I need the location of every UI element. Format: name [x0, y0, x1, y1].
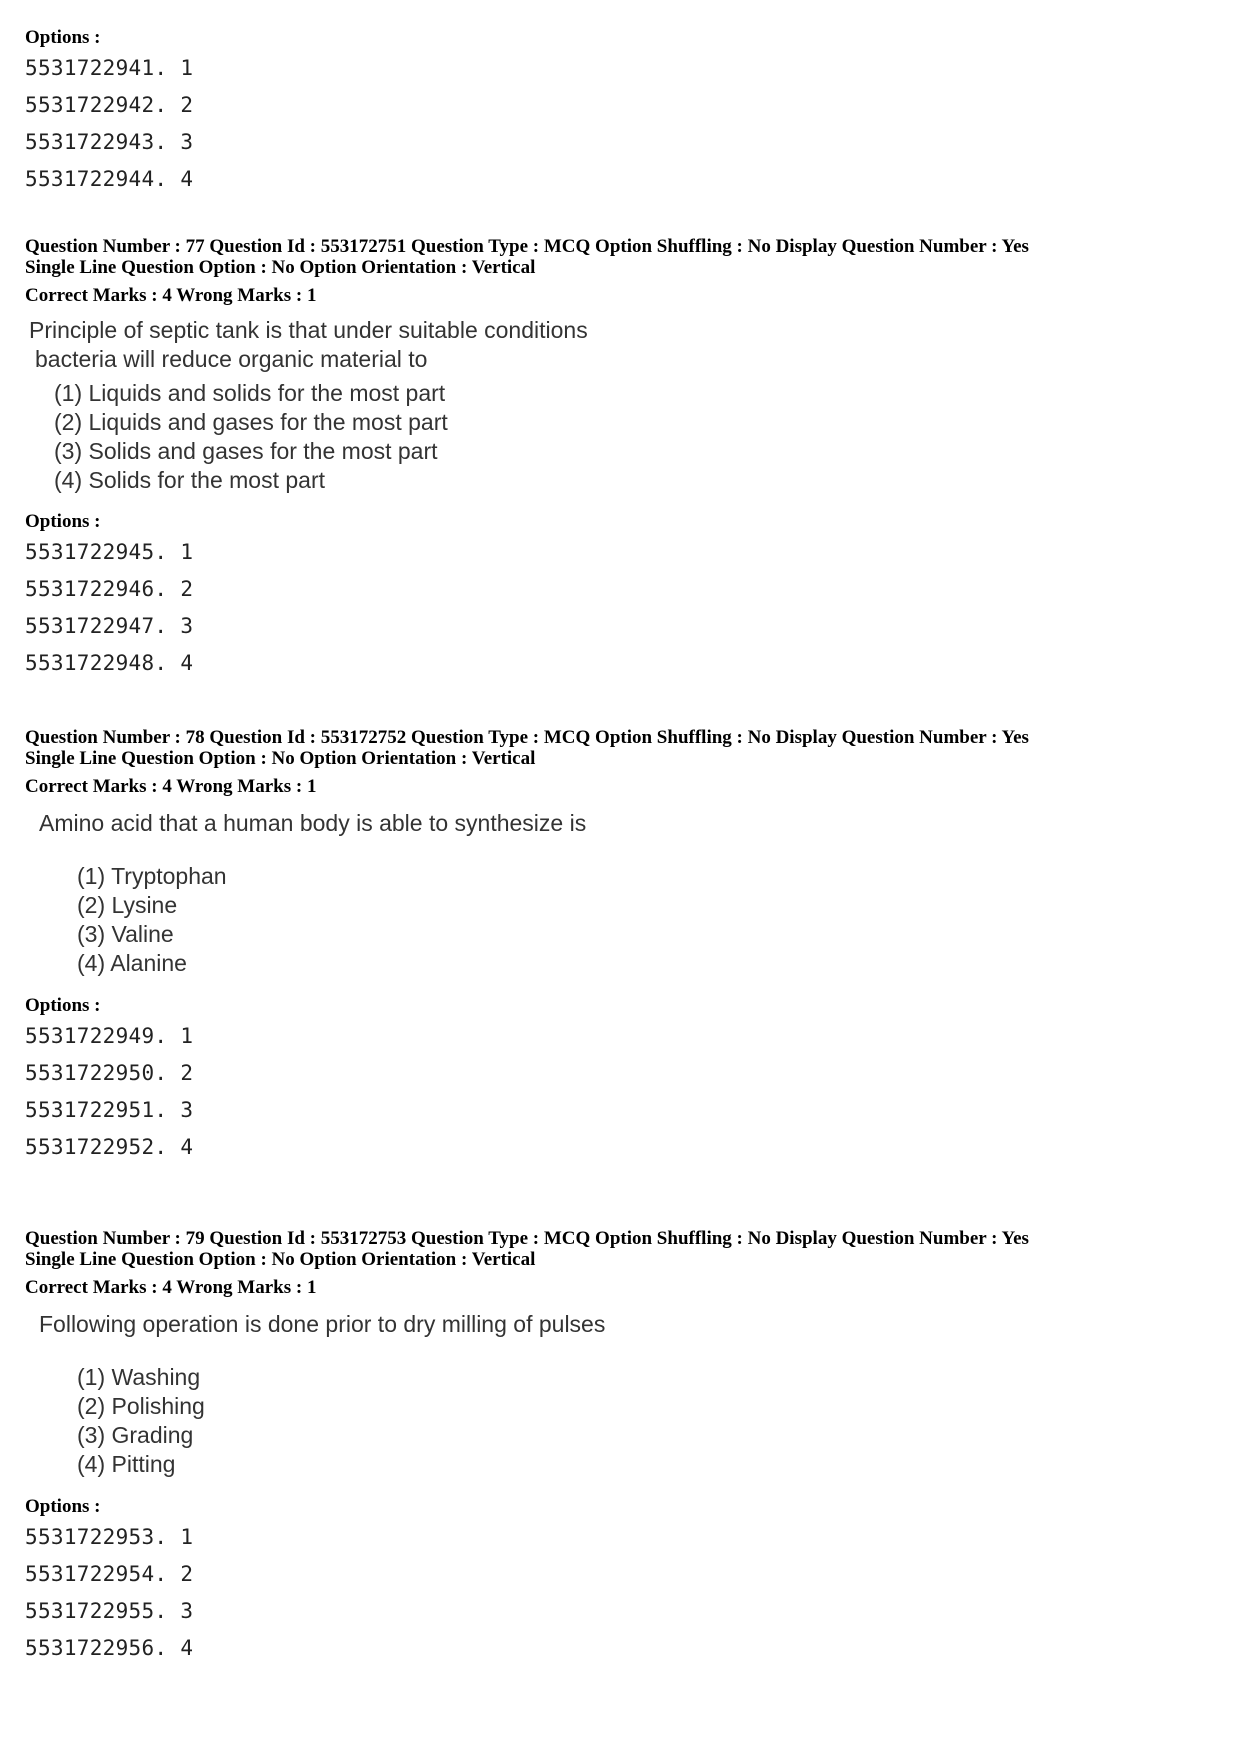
- option-item: 5531722946. 2: [25, 577, 194, 601]
- question-stem: Principle of septic tank is that under suitable conditions: [29, 317, 588, 343]
- option-item: 5531722956. 4: [25, 1636, 194, 1660]
- question-stem: Amino acid that a human body is able to synthesize is: [39, 810, 587, 836]
- question-header-line2: Single Line Question Option : No Option Orientation : Vertical: [25, 1249, 536, 1270]
- question-header-line2: Single Line Question Option : No Option Orientation : Vertical: [25, 748, 536, 769]
- answer-choice: (2) Lysine: [77, 892, 178, 918]
- options-label: Options :: [25, 1496, 101, 1517]
- marks-line: Correct Marks : 4 Wrong Marks : 1: [25, 1277, 317, 1298]
- answer-choice: (1) Tryptophan: [77, 863, 227, 889]
- option-item: 5531722949. 1: [25, 1024, 194, 1048]
- options-label: Options :: [25, 995, 101, 1016]
- question-block-79: [25, 1228, 1029, 1667]
- options-label: Options :: [25, 27, 101, 48]
- option-item: 5531722953. 1: [25, 1525, 194, 1549]
- option-item: 5531722952. 4: [25, 1135, 194, 1159]
- question-header-line2: Single Line Question Option : No Option Orientation : Vertical: [25, 257, 536, 278]
- option-item: 5531722951. 3: [25, 1098, 194, 1122]
- answer-choice: (4) Alanine: [77, 950, 187, 976]
- option-item: 5531722950. 2: [25, 1061, 194, 1085]
- option-item: 5531722941. 1: [25, 56, 194, 80]
- option-item: 5531722948. 4: [25, 651, 194, 675]
- answer-choice: (2) Polishing: [77, 1393, 205, 1419]
- answer-choice: (1) Washing: [77, 1364, 201, 1390]
- question-stem: bacteria will reduce organic material to: [35, 346, 428, 372]
- option-item: 5531722954. 2: [25, 1562, 194, 1586]
- answer-choice: (4) Solids for the most part: [54, 467, 325, 493]
- option-item: 5531722945. 1: [25, 540, 194, 564]
- option-item: 5531722942. 2: [25, 93, 194, 117]
- question-image: [25, 316, 1029, 495]
- answer-choice: (1) Liquids and solids for the most part: [54, 380, 446, 406]
- question-stem: Following operation is done prior to dry milling of pulses: [39, 1311, 606, 1337]
- question-header: Question Number : 77 Question Id : 553172751 Question Type : MCQ Option Shuffling : No Display Question Number : Yes: [25, 236, 1029, 257]
- question-block-77: [25, 236, 1029, 682]
- answer-choice: (2) Liquids and gases for the most part: [54, 409, 448, 435]
- answer-choice: (3) Valine: [77, 921, 174, 947]
- marks-line: Correct Marks : 4 Wrong Marks : 1: [25, 285, 317, 306]
- options-label: Options :: [25, 511, 101, 532]
- option-item: 5531722955. 3: [25, 1599, 194, 1623]
- marks-line: Correct Marks : 4 Wrong Marks : 1: [25, 776, 317, 797]
- question-header: Question Number : 78 Question Id : 553172752 Question Type : MCQ Option Shuffling : No Display Question Number : Yes: [25, 727, 1029, 748]
- question-header: Question Number : 79 Question Id : 553172753 Question Type : MCQ Option Shuffling : No Display Question Number : Yes: [25, 1228, 1029, 1249]
- option-item: 5531722943. 3: [25, 130, 194, 154]
- option-item: 5531722944. 4: [25, 167, 194, 191]
- option-item: 5531722947. 3: [25, 614, 194, 638]
- answer-choice: (4) Pitting: [77, 1451, 176, 1477]
- question-block-78: [25, 727, 1029, 1166]
- question-image: [25, 809, 1029, 978]
- answer-choice: (3) Grading: [77, 1422, 194, 1448]
- question-image: [25, 1310, 1029, 1479]
- answer-choice: (3) Solids and gases for the most part: [54, 438, 438, 464]
- options-section-76: [25, 27, 193, 198]
